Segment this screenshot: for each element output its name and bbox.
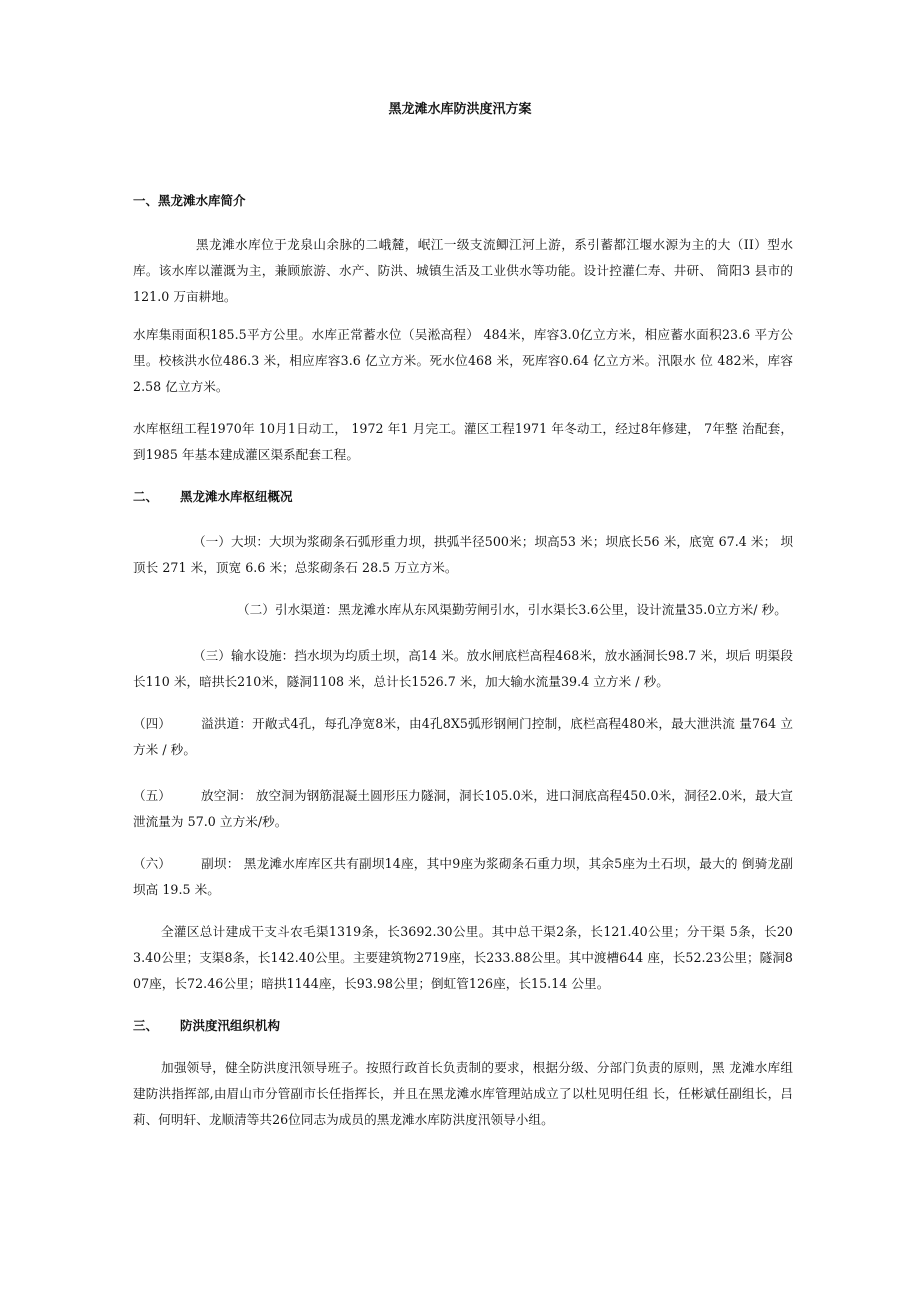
auxiliary-dam-text: 副坝： 黑龙滩水库库区共有副坝14座，其中9座为浆砌条石重力坝，其余5座为土石坝，最大的 倒骑龙副坝高 19.5 米。 (133, 856, 793, 897)
spillway-text: 溢洪道：开敞式4孔，每孔净宽8米，由4孔8X5弧形钢闸门控制，底栏高程480米，最大泄洪流 量764 立方米 / 秒。 (133, 716, 793, 757)
spillway-item (133, 711, 793, 763)
intake-channel-label: （二） (237, 602, 275, 617)
dam-item-label: （一） (193, 534, 231, 549)
section-3-heading (133, 1017, 280, 1035)
outlet-facility-text: 输水设施：挡水坝为均质土坝，高14 米。放水闸底栏高程468米，放水涵洞长98.7 米，坝后 明渠段长110 米，暗拱长210米，隧洞1108 米，总计长1526.7 米，加大输水流量39.4 立方米 / 秒。 (133, 648, 793, 689)
section-2-number: 二、 (133, 489, 159, 504)
section-2-title: 黑龙滩水库枢纽概况 (180, 489, 293, 504)
section-1-heading: 一、黑龙滩水库简介 (133, 193, 246, 208)
section-3-title: 防洪度汛组织机构 (180, 1018, 281, 1033)
outlet-facility-item (133, 643, 793, 695)
spillway-label: （四） (133, 716, 171, 731)
section-1-paragraph-capacity: 水库集雨面积185.5平方公里。水库正常蓄水位（吴淞高程） 484米，库容3.0亿立方米，相应蓄水面积23.6 平方公里。校核洪水位486.3 米，相应库容3.6 亿立方米。死水位468 米，死库容0.64 亿立方米。汛限水 位 482米，库容2.58 亿立方米。 (133, 327, 793, 394)
section-1-paragraph-intro: 黑龙滩水库位于龙泉山余脉的二峨麓，岷江一级支流鲫江河上游，系引蓄都江堰水源为主的大（II）型水库。该水库以灌溉为主，兼顾旅游、水产、防洪、城镇生活及工业供水等功能。设计控灌仁寿、井研、 简阳3 县市的 121.0 万亩耕地。 (133, 237, 793, 304)
document-title: 黑龙滩水库防洪度汛方案 (388, 102, 532, 117)
section-2-heading (133, 488, 293, 506)
section-3-number: 三、 (133, 1018, 159, 1033)
section-3-paragraph-organization: 加强领导，健全防洪度汛领导班子。按照行政首长负责制的要求，根据分级、分部门负责的原则，黑 龙滩水库组建防洪指挥部,由眉山市分管副市长任指挥长，并且在黑龙滩水库管理站成立了以杜见明任组 长，任彬斌任副组长，吕莉、何明轩、龙顺清等共26位同志为成员的黑龙滩水库防洪度汛领导小组。 (133, 1060, 793, 1127)
section-1-paragraph-history: 水库枢纽工程1970年 10月1日动工， 1972 年1 月完工。灌区工程1971 年冬动工，经过8年修建， 7年整 治配套，到1985 年基本建成灌区渠系配套工程。 (133, 421, 793, 462)
dam-item-text: 大坝：大坝为浆砌条石弧形重力坝，拱弧半径500米；坝高53 米；坝底长56 米，底宽 67.4 米； 坝顶长 271 米，顶宽 6.6 米；总浆砌条石 28.5 万立方米。 (133, 534, 793, 575)
drain-tunnel-label: （五） (133, 788, 171, 803)
intake-channel-item (133, 597, 793, 623)
irrigation-summary-paragraph: 全灌区总计建成干支斗农毛渠1319条，长3692.30公里。其中总干渠2条，长121.40公里；分干渠 5条，长203.40公里；支渠8条，长142.40公里。主要建筑物2719座，长233.88公里。其中渡槽644 座，长52.23公里；隧洞807座，长72.46公里；暗拱1144座，长93.98公里；倒虹管126座，长15.14 公里。 (133, 924, 793, 991)
dam-item (133, 529, 793, 581)
drain-tunnel-text: 放空洞： 放空洞为钢筋混凝土圆形压力隧洞，洞长105.0米，进口洞底高程450.0米，洞径2.0米，最大宣泄流量为 57.0 立方米/秒。 (133, 788, 793, 829)
auxiliary-dam-item (133, 851, 793, 903)
intake-channel-text: 引水渠道：黑龙滩水库从东风渠勤劳闸引水，引水渠长3.6公里，设计流量35.0立方米/ 秒。 (274, 602, 787, 617)
drain-tunnel-item (133, 783, 793, 835)
auxiliary-dam-label: （六） (133, 856, 171, 871)
outlet-facility-label: （三） (193, 648, 231, 663)
